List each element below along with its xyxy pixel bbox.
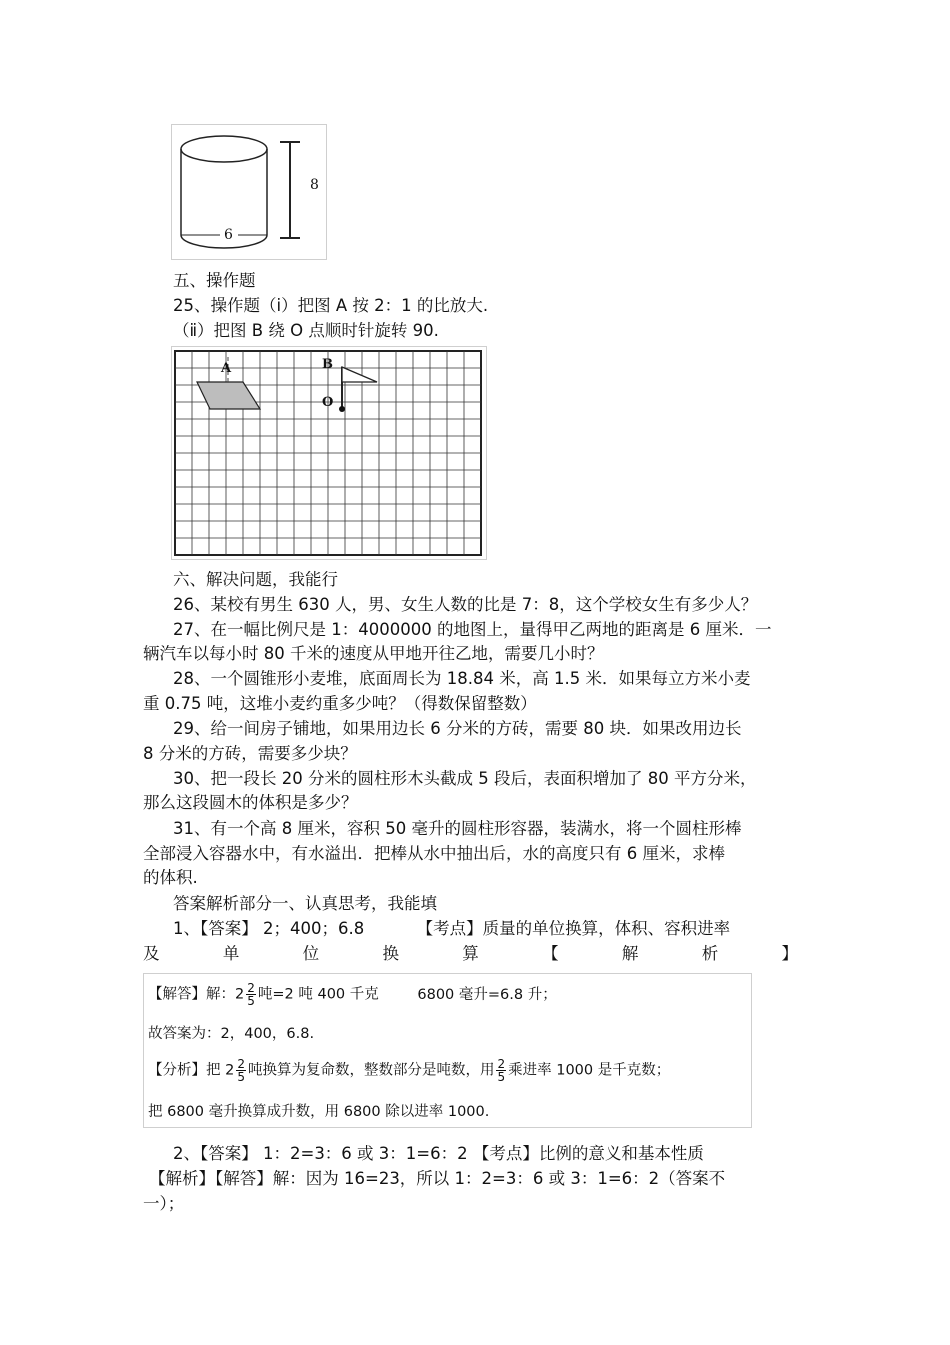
question-29-line-2: 8 分米的方砖，需要多少块？ xyxy=(143,744,357,763)
cylinder-drawing xyxy=(172,125,326,259)
question-27-line-2: 辆汽车以每小时 80 千米的速度从甲地开往乙地，需要几小时？ xyxy=(143,644,604,663)
answer-2-line-1: 2、【答案】 1：2=3：6 或 3：1=6：2 【考点】比例的意义和基本性质 xyxy=(173,1144,704,1163)
question-26: 26、某校有男生 630 人，男、女生人数的比是 7：8，这个学校女生有多少人？ xyxy=(173,595,758,614)
answer-box-row-4: 把 6800 毫升换算成升数，用 6800 除以进率 1000. xyxy=(148,1104,490,1120)
question-25-line-2: （ⅱ）把图 B 绕 O 点顺时针旋转 90. xyxy=(173,321,439,340)
label-b: B xyxy=(322,357,333,372)
label-o: O xyxy=(322,395,334,410)
question-25-line-1: 25、操作题（ⅰ）把图 A 按 2：1 的比放大. xyxy=(173,296,489,315)
question-31-line-3: 的体积. xyxy=(143,868,198,887)
answer-image-box xyxy=(143,973,752,1128)
fraction: $\frac{2}{5}$ xyxy=(247,981,255,1008)
question-28-line-2: 重 0.75 吨，这堆小麦约重多少吨？（得数保留整数） xyxy=(143,694,537,713)
height-label: 8 xyxy=(310,177,319,193)
cylinder-figure xyxy=(171,124,327,260)
label-a: A xyxy=(221,361,232,376)
answer-2-line-3: 一）； xyxy=(143,1194,185,1213)
fraction: $\frac{2}{5}$ xyxy=(237,1057,245,1084)
question-27-line-1: 27、在一幅比例尺是 1：4000000 的地图上，量得甲乙两地的距离是 6 厘米．一 xyxy=(173,620,772,639)
answer-1-line-1: 1、【答案】 2；400；6.8 【考点】质量的单位换算，体积、容积进率 xyxy=(173,919,731,938)
section-5-title: 五、操作题 xyxy=(173,271,256,290)
question-31-line-1: 31、有一个高 8 厘米，容积 50 毫升的圆柱形容器，装满水，将一个圆柱形棒 xyxy=(173,819,742,838)
answer-box-row-3: 【分析】把 2 $\frac{2}{5}$ 吨换算为复命数，整数部分是吨数，用 $\frac{2}{5}$ 乘进率 1000 是千克数； xyxy=(148,1057,671,1084)
section-6-title: 六、解决问题，我能行 xyxy=(173,570,338,589)
answer-2-line-2: 【解析】【解答】解：因为 16=23，所以 1：2=3：6 或 3：1=6：2（答案不 xyxy=(149,1169,726,1188)
answer-box-row-2: 故答案为：2，400，6.8. xyxy=(148,1026,315,1042)
question-28-line-1: 28、一个圆锥形小麦堆，底面周长为 18.84 米，高 1.5 米．如果每立方米小麦 xyxy=(173,669,751,688)
answer-1-line-2: 及 单 位 换 算 【 解 析 】 xyxy=(143,944,798,963)
grid-figure xyxy=(171,346,487,560)
question-29-line-1: 29、给一间房子铺地，如果用边长 6 分米的方砖，需要 80 块．如果改用边长 xyxy=(173,719,742,738)
grid-drawing xyxy=(172,347,486,559)
fraction: $\frac{2}{5}$ xyxy=(497,1057,506,1084)
answer-box-row-1: 【解答】解：2 $\frac{2}{5}$ 吨=2 吨 400 千克 6800 毫升=6.8 升； xyxy=(148,981,557,1008)
question-31-line-2: 全部浸入容器水中，有水溢出．把棒从水中抽出后，水的高度只有 6 厘米，求棒 xyxy=(143,844,725,863)
question-30-line-1: 30、把一段长 20 分米的圆柱形木头截成 5 段后，表面积增加了 80 平方分米， xyxy=(173,769,757,788)
answers-heading: 答案解析部分一、认真思考，我能填 xyxy=(173,894,437,913)
diameter-label: 6 xyxy=(224,227,233,243)
question-30-line-2: 那么这段圆木的体积是多少？ xyxy=(143,793,358,812)
